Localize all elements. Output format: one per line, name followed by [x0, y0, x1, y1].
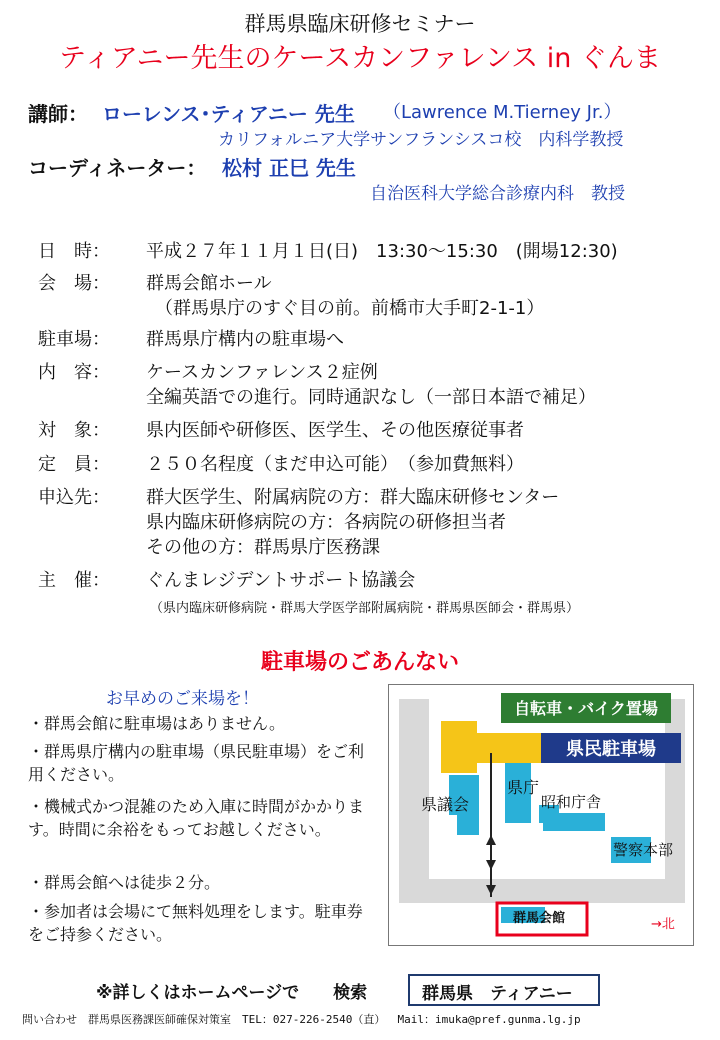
showa-building-label: 昭和庁舎: [541, 793, 602, 811]
apply-label: 申込先：: [38, 487, 110, 508]
apply-line-3: その他の方：群馬県庁医務課: [146, 537, 380, 558]
parking-bullet: ・群馬県庁構内の駐車場（県民駐車場）をご利用ください。: [28, 742, 365, 784]
lecturer-name: ローレンス･ティアニー 先生: [102, 102, 355, 126]
coordinator-label: コーディネーター：: [28, 156, 207, 180]
parking-value: 群馬県庁構内の駐車場へ: [146, 329, 344, 350]
police-label: 警察本部: [613, 841, 674, 859]
parking-map: [388, 684, 694, 946]
organizers-note: （県内臨床研修病院・群馬大学医学部附属病院・群馬県医師会・群馬県）: [150, 601, 580, 616]
event-title: ティアニー先生のケースカンファレンス in ぐんま: [59, 43, 661, 74]
lecturer-label: 講師：: [28, 102, 88, 126]
organizer-value: ぐんまレジデントサポート協議会: [146, 570, 416, 591]
parking-bullet: ・群馬会館に駐車場はありません。: [28, 714, 285, 733]
road: [665, 699, 685, 889]
date-value: 平成２７年１１月１日(日) 13:30～15:30 (開場12:30): [146, 241, 618, 262]
route-arrow: [486, 835, 496, 845]
parking-heading: 駐車場のごあんない: [260, 650, 459, 675]
organizer-label: 主 催：: [38, 570, 110, 591]
parking-bullet: ・群馬会館へは徒歩２分。: [28, 873, 221, 892]
content-note: 全編英語での進行。同時通訳なし（一部日本語で補足）: [146, 387, 596, 408]
coordinator-affiliation: 自治医科大学総合診療内科 教授: [370, 184, 625, 204]
content-label: 内 容：: [38, 362, 110, 383]
lecturer-name-en: （Lawrence M.Tierney Jr.）: [383, 102, 622, 123]
venue-note: （群馬県庁のすぐ目の前。前橋市大手町2-1-1）: [146, 298, 545, 319]
content-value: ケースカンファレンス２症例: [146, 362, 378, 383]
bike-parking-label: 自転車・バイク置場: [514, 699, 658, 718]
venue-label: 会 場：: [38, 273, 110, 294]
parking-bullet: ・機械式かつ混雑のため入庫に時間がかかります。時間に余裕をもってお越しください。: [28, 797, 365, 839]
lecturer-affiliation: カリフォルニア大学サンフランシスコ校 内科学教授: [218, 130, 624, 150]
venue-value: 群馬会館ホール: [146, 273, 272, 294]
seminar-title: 群馬県臨床研修セミナー: [244, 12, 476, 36]
road: [399, 879, 685, 903]
assembly-label: 県議会: [421, 795, 470, 814]
audience-value: 県内医師や研修医、医学生、その他医療従事者: [146, 420, 524, 441]
north-indicator: →北: [651, 917, 675, 932]
coordinator-name: 松村 正巳 先生: [222, 156, 356, 180]
date-label: 日 時：: [38, 241, 110, 262]
audience-label: 対 象：: [38, 420, 110, 441]
search-box[interactable]: [408, 974, 600, 1006]
route-arrow: [486, 860, 496, 870]
apply-line-2: 県内臨床研修病院の方：各病院の研修担当者: [146, 512, 506, 533]
more-info-text: ※詳しくはホームページで 検索: [96, 983, 368, 1003]
map-drawing: [389, 685, 693, 945]
contact-info: 問い合わせ 群馬県医務課医師確保対策室 TEL：027-226-2540（直） Mail：imuka@pref.gunma.lg.jp: [22, 1013, 581, 1026]
parking-bullet: ・参加者は会場にて無料処理をします。駐車券をご持参ください。: [28, 902, 363, 944]
search-term: 群馬県 ティアニー: [422, 984, 573, 1004]
prefectural-office-label: 県庁: [507, 778, 540, 797]
public-parking-label: 県民駐車場: [566, 739, 656, 760]
capacity-value: ２５０名程度（まだ申込可能） （参加費無料）: [146, 454, 524, 475]
parking-subheading: お早めのご来場を！: [106, 689, 259, 709]
capacity-label: 定 員：: [38, 454, 110, 475]
apply-line-1: 群大医学生、附属病院の方：群大臨床研修センター: [146, 487, 560, 508]
gunma-hall-label: 群馬会館: [513, 911, 566, 926]
parking-label: 駐車場：: [38, 329, 110, 350]
